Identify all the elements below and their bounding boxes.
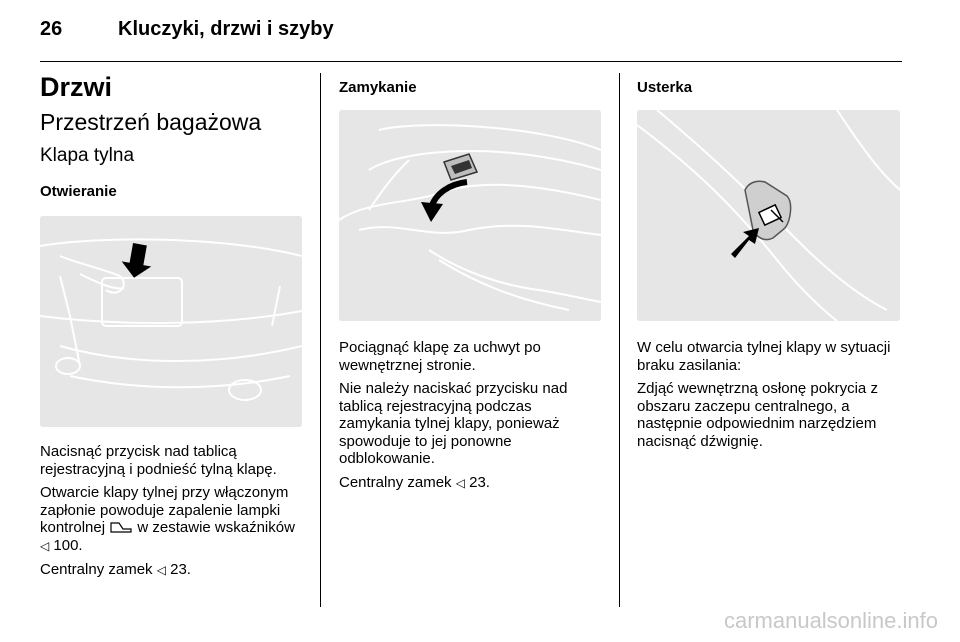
figure-fault: [637, 110, 900, 321]
central-lock-ref: Centralny zamek ◁ 23.: [40, 561, 191, 578]
column-divider-1: [320, 73, 321, 607]
watermark: carmanualsonline.info: [723, 608, 938, 633]
figure-closing: [339, 110, 601, 321]
header-rule: [40, 61, 902, 62]
column-closing: [339, 70, 601, 492]
fault-intro: W celu otwarcia tylnej klapy w sytuacji braku zasilania:: [637, 339, 891, 374]
subsection-title: Klapa tylna: [40, 145, 135, 166]
central-lock-page-ref[interactable]: 23.: [170, 561, 191, 578]
fault-instruction: Zdjąć wewnętrzną osłonę pokrycia z obszaru zaczepu centralnego, a następnie odpowiednim narzędziem nacisnąć dźwignię.: [637, 380, 878, 450]
heading-fault: Usterka: [637, 79, 693, 96]
page-number: 26: [40, 18, 63, 40]
liftgate-button-illustration: [40, 216, 302, 427]
section-subtitle: Przestrzeń bagażowa: [40, 109, 262, 135]
heading-closing: Zamykanie: [339, 79, 417, 96]
liftgate-handle-illustration: [339, 110, 601, 321]
chapter-title: Kluczyki, drzwi i szyby: [118, 18, 334, 40]
lamp-page-ref[interactable]: 100.: [53, 536, 83, 554]
heading-opening: Otwieranie: [40, 183, 117, 200]
page-header: [40, 18, 334, 48]
column-fault: [637, 70, 902, 450]
column-divider-2: [619, 73, 620, 607]
closing-warning: Nie należy naciskać przycisku nad tablicą rejestracyjną podczas zamykania tylnej klapy, ponieważ spowoduje to jej ponowne odblokowanie.: [339, 380, 568, 467]
liftgate-open-lamp-icon: [109, 520, 133, 534]
opening-lamp-note: Otwarcie klapy tylnej przy włączonym zapłonie powoduje zapalenie lampki kontrolnej w zestawie wskaźników ◁ 100.: [40, 484, 295, 554]
figure-opening: [40, 216, 302, 427]
opening-instruction: Nacisnąć przycisk nad tablicą rejestracyjną i podnieść tylną klapę.: [40, 443, 277, 478]
emergency-release-illustration: [637, 110, 900, 321]
page-reference-arrow-icon: ◁: [40, 538, 50, 553]
page-reference-arrow-icon: ◁: [156, 563, 166, 577]
central-lock-page-ref-2[interactable]: 23.: [469, 473, 490, 491]
closing-instruction: Pociągnąć klapę za uchwyt po wewnętrznej stronie.: [339, 339, 541, 374]
column-opening: [40, 70, 302, 580]
page-reference-arrow-icon: ◁: [455, 475, 465, 490]
section-title: Drzwi: [40, 72, 113, 102]
central-lock-ref-2: Centralny zamek ◁ 23.: [339, 473, 490, 491]
